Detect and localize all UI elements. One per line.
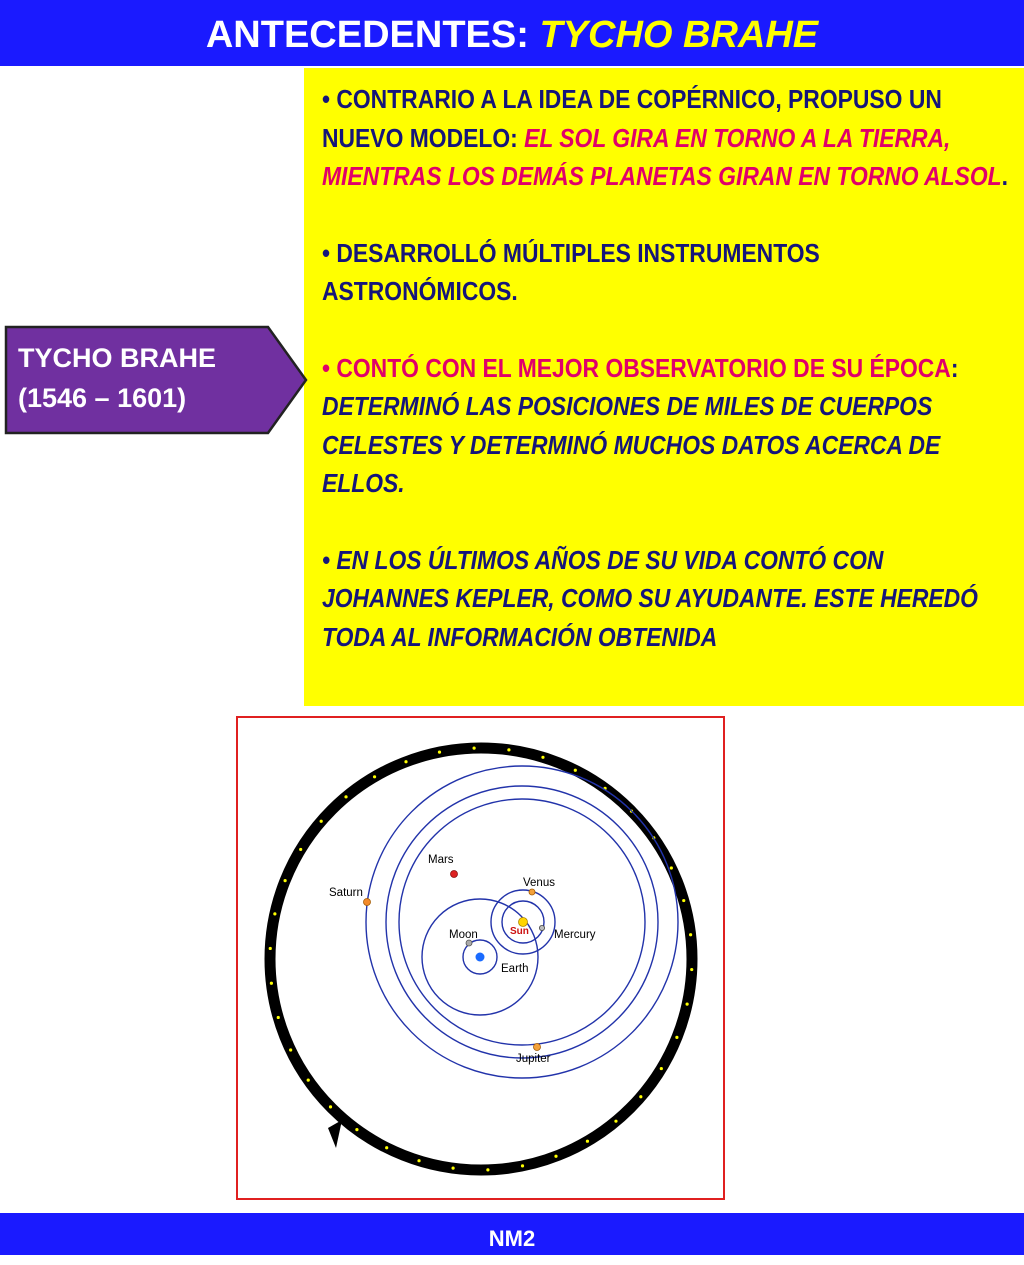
bullet-2: • DESARROLLÓ MÚLTIPLES INSTRUMENTOS ASTRONÓMICOS.	[322, 237, 820, 306]
moon-label: Moon	[449, 929, 478, 941]
star-mark	[277, 1016, 280, 1019]
tychonic-model-diagram	[236, 716, 725, 1200]
bullet-3: • CONTÓ CON EL MEJOR OBSERVATORIO DE SU ÉPOCA: DETERMINÓ LAS POSICIONES DE MILES DE CUERPOS CELESTES Y DETERMINÓ MUCHOS DATOS ACERCA DE ELLOS.	[322, 352, 959, 498]
title-bar	[0, 0, 1024, 66]
earth-label: Earth	[501, 963, 529, 975]
star-mark	[329, 1105, 332, 1108]
venus-label: Venus	[523, 877, 555, 889]
title-accent: TYCHO BRAHE	[539, 14, 819, 56]
star-mark	[675, 1036, 678, 1039]
name-label	[18, 338, 216, 418]
stellar-direction-arrow	[328, 1120, 342, 1148]
star-mark	[320, 820, 323, 823]
mercury	[539, 925, 544, 930]
star-mark	[451, 1167, 454, 1170]
jupiter	[534, 1044, 541, 1051]
name-text: TYCHO BRAHE	[18, 343, 217, 373]
saturn	[364, 899, 371, 906]
star-mark	[270, 982, 273, 985]
star-mark	[586, 1140, 589, 1143]
star-mark	[344, 795, 347, 798]
star-mark	[307, 1079, 310, 1082]
star-mark	[269, 947, 272, 950]
star-mark	[614, 1120, 617, 1123]
star-mark	[689, 933, 692, 936]
star-mark	[373, 775, 376, 778]
earth	[476, 953, 485, 962]
star-mark	[404, 760, 407, 763]
star-mark	[299, 848, 302, 851]
star-mark	[574, 769, 577, 772]
jupiter-label: Jupiter	[516, 1053, 551, 1065]
mercury-label: Mercury	[554, 929, 596, 941]
star-mark	[486, 1168, 489, 1171]
star-mark	[521, 1164, 524, 1167]
footer-text: NM2	[488, 1226, 536, 1251]
star-mark	[507, 748, 510, 751]
bodies	[364, 871, 545, 1051]
star-mark	[554, 1155, 557, 1158]
star-mark	[670, 866, 673, 869]
star-mark	[690, 968, 693, 971]
bullet-list	[322, 80, 1012, 694]
bullet-1-emphasis: EL SOL GIRA EN TORNO A LA TIERRA, MIENTRAS LOS DEMÁS PLANETAS GIRAN EN TORNO ALSOL	[322, 122, 1002, 191]
star-mark	[289, 1048, 292, 1051]
sun-label: Sun	[510, 926, 529, 937]
bullet-1: • CONTRARIO A LA IDEA DE COPÉRNICO, PROPUSO UN NUEVO MODELO: EL SOL GIRA EN TORNO A LA TIERRA, MIENTRAS LOS DEMÁS PLANETAS GIRAN EN TORNO ALSOL.	[322, 84, 1009, 191]
mars	[451, 871, 458, 878]
star-mark	[273, 912, 276, 915]
dates-text: (1546 – 1601)	[18, 383, 187, 413]
footer-bar	[0, 1213, 1024, 1255]
star-mark	[541, 756, 544, 759]
star-mark	[473, 747, 476, 750]
mars-label: Mars	[428, 854, 454, 866]
bullet-4: • EN LOS ÚLTIMOS AÑOS DE SU VIDA CONTÓ CON JOHANNES KEPLER, COMO SU AYUDANTE. ESTE HEREDÓ TODA AL INFORMACIÓN OBTENIDA	[322, 544, 978, 652]
star-mark	[660, 1067, 663, 1070]
bullet-3-lead: • CONTÓ CON EL MEJOR OBSERVATORIO DE SU ÉPOCA	[322, 352, 951, 383]
star-mark	[639, 1095, 642, 1098]
star-mark	[385, 1146, 388, 1149]
star-mark	[686, 1002, 689, 1005]
star-mark	[682, 899, 685, 902]
venus	[529, 889, 535, 895]
title-text: ANTECEDENTES:	[205, 14, 540, 56]
star-mark	[438, 751, 441, 754]
bullet-3-emphasis: DETERMINÓ LAS POSICIONES DE MILES DE CUERPOS CELESTES Y DETERMINÓ MUCHOS DATOS ACERCA DE ELLOS.	[322, 391, 941, 498]
star-mark	[355, 1128, 358, 1131]
star-mark	[284, 879, 287, 882]
star-mark	[417, 1159, 420, 1162]
saturn-label: Saturn	[329, 887, 363, 899]
